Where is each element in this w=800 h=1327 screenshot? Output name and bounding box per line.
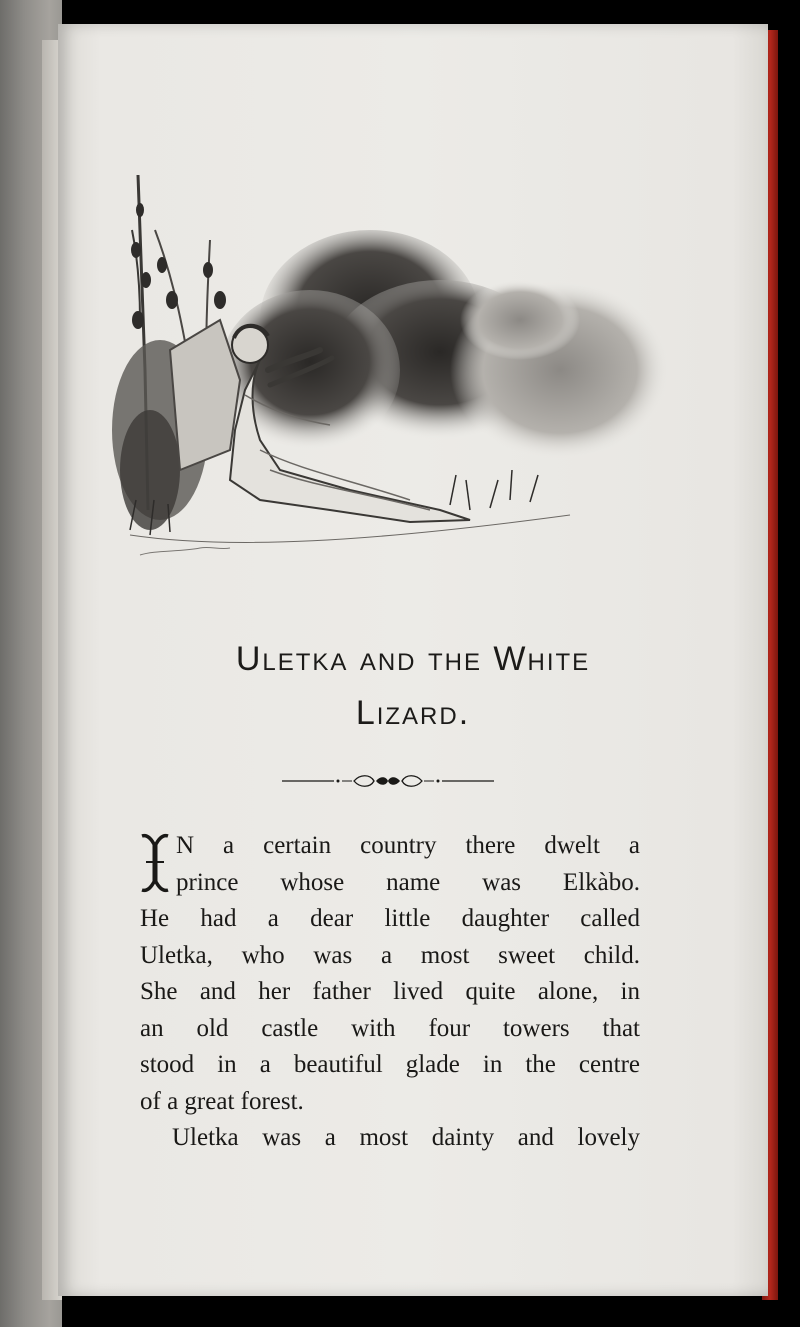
decorative-rule-icon [280, 770, 496, 792]
paragraph-line: stood in a beautiful glade in the centre [140, 1051, 640, 1078]
girl-reclining-in-garden-illustration [110, 170, 680, 570]
story-title-line-1: Uletka and the White [235, 640, 591, 678]
paragraph-line: an old castle with four towers that [140, 1014, 640, 1042]
paragraph-2 [140, 1120, 640, 1157]
paragraph-line: prince whose name was Elkàbo. [176, 868, 640, 896]
paragraph-line: N a certain country there dwelt a [176, 832, 640, 859]
paragraph-1 [140, 828, 640, 1120]
paragraph-line: Uletka was a most dainty and lovely [172, 1124, 640, 1151]
paragraph-line: She and her father lived quite alone, in [140, 978, 640, 1005]
dropcap-i-icon [140, 832, 170, 898]
story-body [140, 828, 640, 1157]
paragraph-line: He had a dear little daughter called [140, 905, 640, 932]
paragraph-line: of a great forest. [140, 1087, 304, 1115]
paragraph-line: Uletka, who was a most sweet child. [140, 941, 640, 969]
story-title-line-2: Lizard. [355, 694, 471, 732]
